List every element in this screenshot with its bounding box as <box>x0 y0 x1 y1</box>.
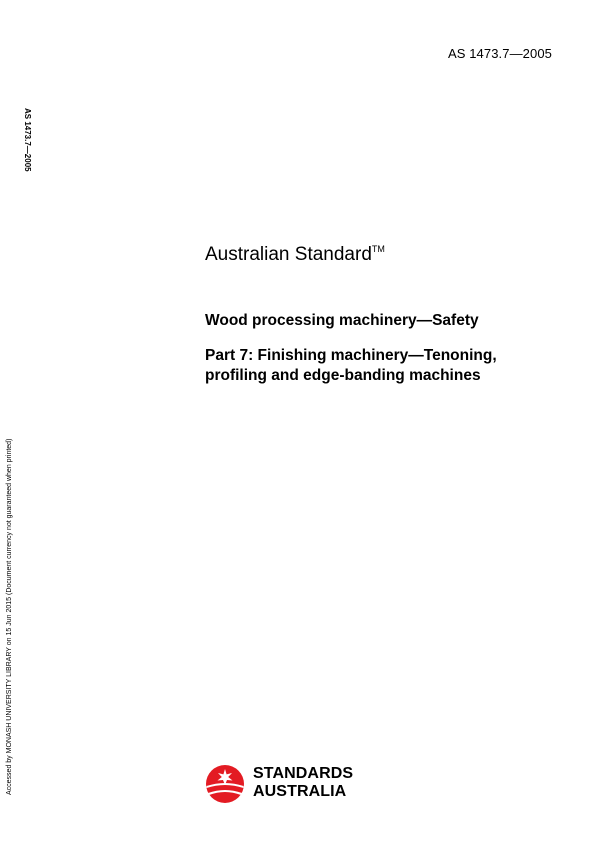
part-title-line-1: Part 7: Finishing machinery—Tenoning, <box>205 347 497 364</box>
side-document-id <box>23 108 46 208</box>
standard-type-heading <box>205 244 385 266</box>
trademark-symbol: TM <box>371 244 385 254</box>
logo-line-1: STANDARDS <box>253 765 354 782</box>
document-id-header: AS 1473.7—2005 <box>447 46 552 61</box>
logo-wordmark <box>253 765 353 801</box>
standard-type-text: Australian Standard <box>205 244 372 265</box>
document-title: Wood processing machinery—Safety <box>205 312 479 329</box>
part-title <box>205 346 565 386</box>
access-watermark-text: Accessed by MONASH UNIVERSITY LIBRARY on 15 Jun 2015 (Document currency not guaranteed when printed) <box>6 438 13 795</box>
part-title-line-2: profiling and edge-banding machines <box>205 367 481 384</box>
logo-line-2: AUSTRALIA <box>253 783 347 800</box>
access-watermark <box>4 355 18 795</box>
standards-australia-logo-icon <box>205 764 245 804</box>
standards-australia-logo <box>205 764 375 804</box>
side-document-id-text: AS 1473.7—2005 <box>23 108 32 172</box>
